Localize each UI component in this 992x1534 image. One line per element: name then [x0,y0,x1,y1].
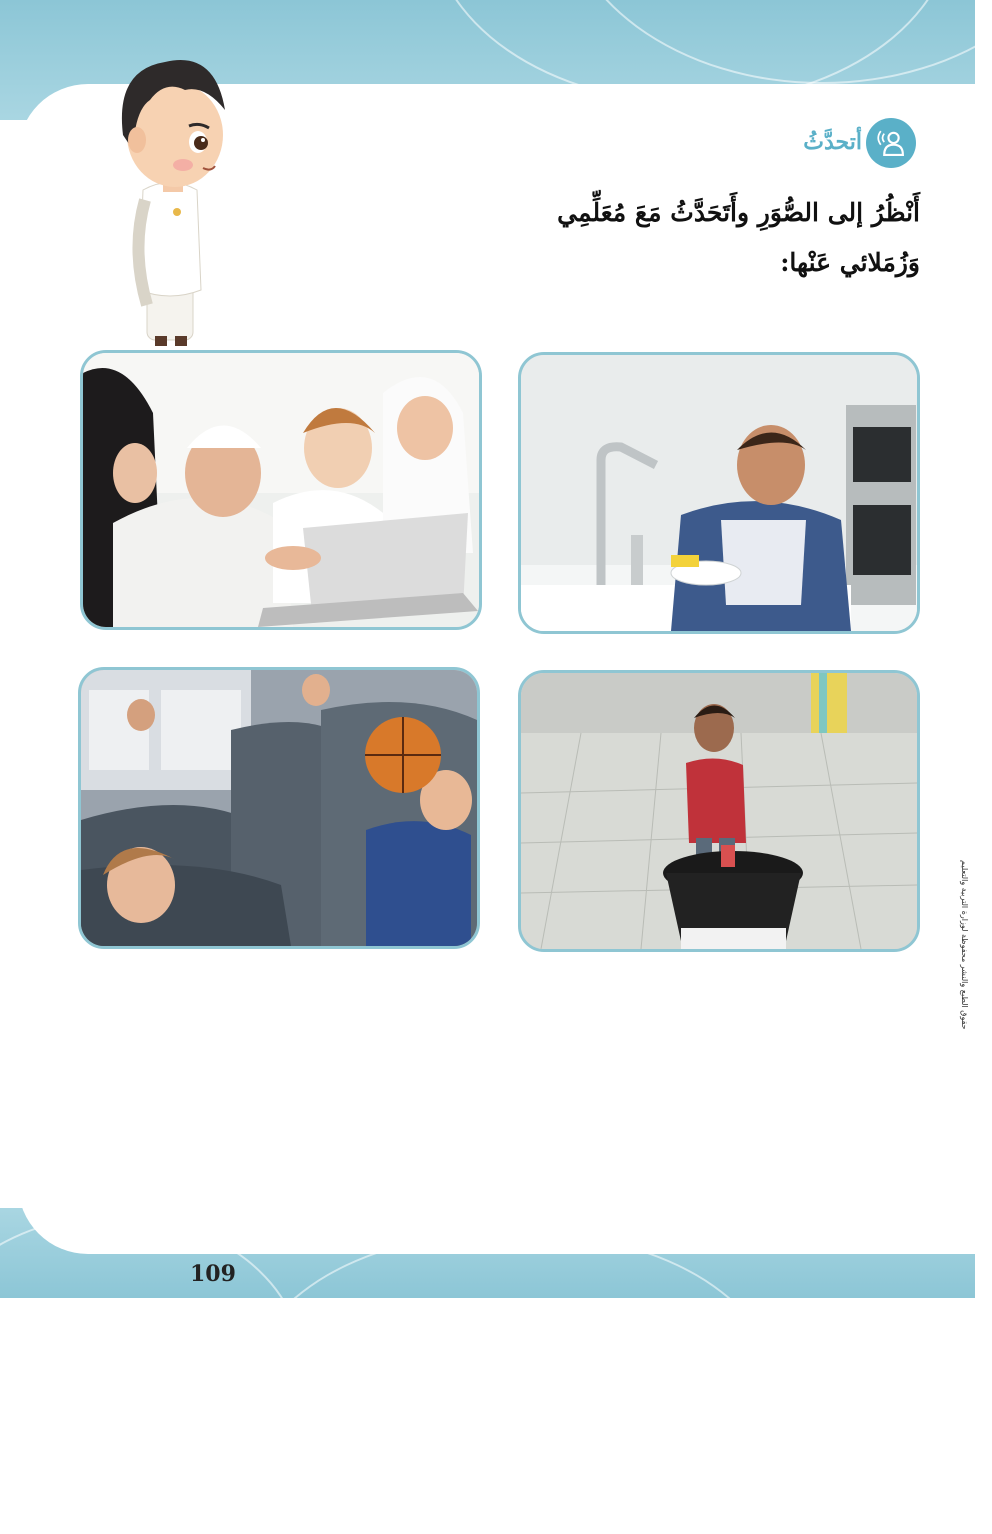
copyright-side-note: حقوق الطبع والنشر محفوظة لوزارة التربية والتعليم [960,860,969,1030]
page-number: 109 [190,1261,236,1287]
photo-boy-throwing-trash [518,670,920,952]
page-right-margin [975,0,992,1298]
section-title: أتحدَّثُ [803,129,862,155]
speaking-person-icon [866,118,916,168]
photo-children-on-bus [78,667,480,949]
photo-children-laptop [80,350,482,630]
instruction-text: أَنْظُرُ إلى الصُّوَرِ وأَتَحَدَّثُ مَعَ مُعَلِّمِي وَزُمَلائي عَنْها: [557,198,920,277]
boy-character-illustration [95,40,235,350]
photo-boy-washing-dishes [518,352,920,634]
decorative-arc [250,1230,774,1534]
